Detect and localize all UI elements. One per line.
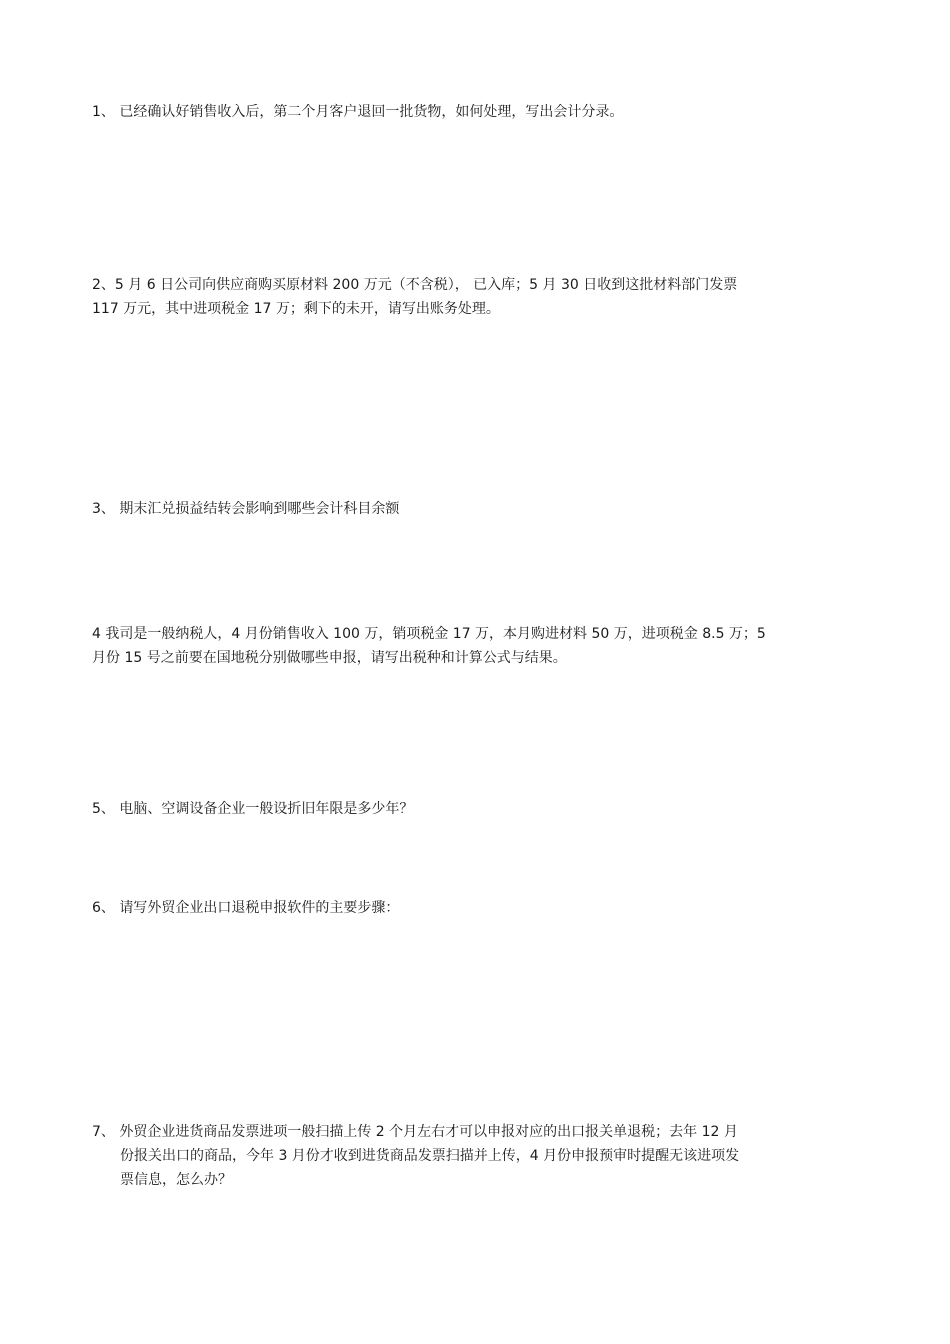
question-5-line-1: 5、 电脑、空调设备企业一般设折旧年限是多少年？: [92, 801, 414, 817]
question-4-line-1: 4 我司是一般纳税人，4 月份销售收入 100 万，销项税金 17 万，本月购进材料 50 万，进项税金 8.5 万；5: [92, 626, 766, 642]
question-4-line-2: 月份 15 号之前要在国地税分别做哪些申报，请写出税种和计算公式与结果。: [92, 650, 567, 666]
question-7-line-3: 票信息，怎么办？: [120, 1172, 232, 1188]
question-6: [92, 896, 862, 920]
question-5: [92, 797, 862, 821]
question-2-line-2: 117 万元，其中进项税金 17 万；剩下的未开，请写出账务处理。: [92, 301, 500, 317]
question-3-line-1: 3、 期末汇兑损益结转会影响到哪些会计科目余额: [92, 501, 400, 517]
question-4: [92, 622, 862, 670]
question-7-line-2: 份报关出口的商品，今年 3 月份才收到进货商品发票扫描并上传，4 月份申报预审时提醒无该进项发: [120, 1148, 740, 1164]
question-2: [92, 273, 862, 321]
question-7-line-1: 7、 外贸企业进货商品发票进项一般扫描上传 2 个月左右才可以申报对应的出口报关单退税；去年 12 月: [92, 1124, 738, 1140]
question-1: [92, 100, 862, 124]
question-7: [92, 1120, 862, 1192]
question-6-line-1: 6、 请写外贸企业出口退税申报软件的主要步骤：: [92, 900, 400, 916]
question-3: [92, 497, 862, 521]
question-2-line-1: 2、5 月 6 日公司向供应商购买原材料 200 万元（不含税）， 已入库；5 月 30 日收到这批材料部门发票: [92, 277, 738, 293]
question-1-line-1: 1、 已经确认好销售收入后，第二个月客户退回一批货物，如何处理，写出会计分录。: [92, 104, 624, 120]
